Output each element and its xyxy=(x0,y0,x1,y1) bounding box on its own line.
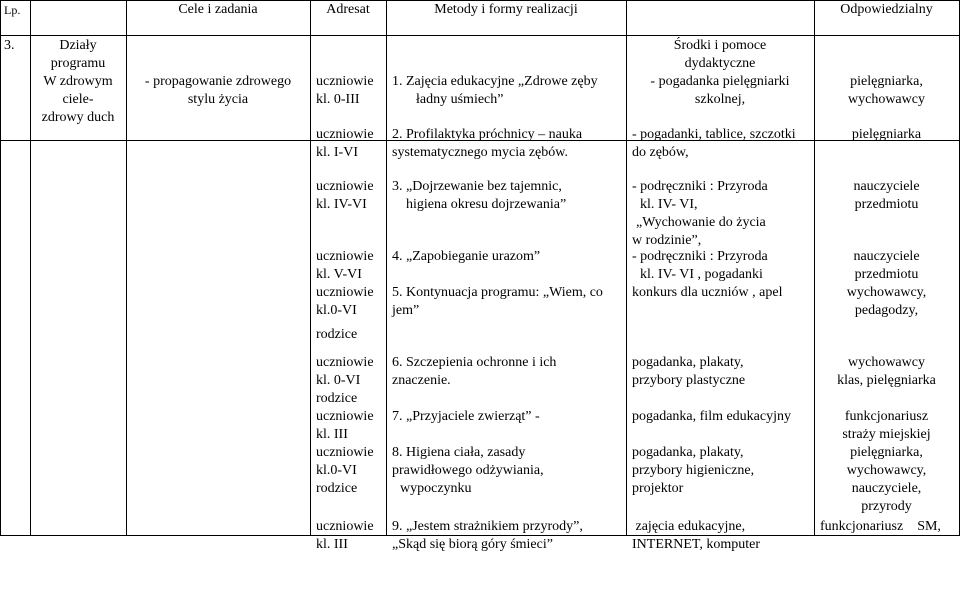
row-3-srodki: - podręczniki : Przyroda kl. IV- VI, „Wychowanie do życia w rodzinie”, xyxy=(632,179,768,248)
row-2-srodki: - pogadanki, tablice, szczotki do zębów, xyxy=(632,127,796,160)
row-5-odpowiedzialny: wychowawcy, pedagodzy, xyxy=(846,285,927,318)
row-2-odpowiedzialny: pielęgniarka xyxy=(851,127,922,142)
row-2-metody: 2. Profilaktyka próchnicy – nauka systematycznego mycia zębów. xyxy=(392,127,583,160)
row-1-odpowiedzialny: pielęgniarka, wychowawcy xyxy=(848,74,925,107)
row-8-odpowiedzialny: pielęgniarka, wychowawcy, nauczyciele, przyrody xyxy=(846,445,927,514)
header-cele: Cele i zadania xyxy=(178,2,258,17)
row-9-adresat: uczniowie kl. III xyxy=(316,519,374,552)
row-4-srodki: - podręczniki : Przyroda kl. IV- VI , pogadanki xyxy=(632,249,768,282)
header-dzialy: Działy programu xyxy=(50,38,106,71)
row-9-odpowiedzialny: funkcjonariusz SM, xyxy=(820,519,941,534)
section-dzial: W zdrowym ciele- zdrowy duch xyxy=(41,74,115,125)
row-7-adresat: uczniowie kl. III xyxy=(316,409,374,442)
row-9-srodki: zajęcia edukacyjne, INTERNET, komputer xyxy=(632,519,761,552)
header-metody: Metody i formy realizacji xyxy=(434,2,578,17)
grid-line xyxy=(310,0,311,536)
grid-line xyxy=(386,0,387,536)
grid-line xyxy=(0,35,960,36)
header-srodki: Środki i pomoce dydaktyczne xyxy=(673,38,767,71)
row-6-odpowiedzialny: wychowawcy klas, pielęgniarka xyxy=(837,355,936,388)
row-1-adresat: uczniowie kl. 0-III xyxy=(316,74,374,107)
row-6-adresat: uczniowie kl. 0-VI rodzice xyxy=(316,355,374,406)
row-7-srodki: pogadanka, film edukacyjny xyxy=(632,409,792,424)
row-3-adresat: uczniowie kl. IV-VI xyxy=(316,179,374,212)
row-1-srodki: - pogadanka pielęgniarki szkolnej, xyxy=(650,74,790,107)
row-5-srodki: konkurs dla uczniów , apel xyxy=(632,285,783,300)
header-odpowiedzialny: Odpowiedzialny xyxy=(840,2,933,17)
grid-line xyxy=(0,0,1,536)
row-5-adresat: uczniowie kl.0-VI rodzice xyxy=(316,285,374,342)
row-1-metody: 1. Zajęcia edukacyjne „Zdrowe zęby ładny uśmiech” xyxy=(392,74,598,107)
row-9-metody: 9. „Jestem strażnikiem przyrody”, „Skąd się biorą góry śmieci” xyxy=(392,519,583,552)
header-adresat: Adresat xyxy=(326,2,370,17)
row-4-odpowiedzialny: nauczyciele przedmiotu xyxy=(853,249,920,282)
row-7-metody: 7. „Przyjaciele zwierząt” - xyxy=(392,409,540,424)
section-cel: - propagowanie zdrowego stylu życia xyxy=(144,74,292,107)
row-4-adresat: uczniowie kl. V-VI xyxy=(316,249,374,282)
header-lp: Lp. xyxy=(4,3,21,17)
row-2-adresat: uczniowie kl. I-VI xyxy=(316,127,374,160)
row-7-odpowiedzialny: funkcjonariusz straży miejskiej xyxy=(842,409,931,442)
row-6-metody: 6. Szczepienia ochronne i ich znaczenie. xyxy=(392,355,557,388)
row-3-metody: 3. „Dojrzewanie bez tajemnic, higiena okresu dojrzewania” xyxy=(392,179,567,212)
row-8-metody: 8. Higiena ciała, zasady prawidłowego odżywiania, wypoczynku xyxy=(392,445,544,496)
row-4-metody: 4. „Zapobieganie urazom” xyxy=(392,249,541,264)
section-lp: 3. xyxy=(4,38,15,53)
row-5-metody: 5. Kontynuacja programu: „Wiem, co jem” xyxy=(392,285,603,318)
row-3-odpowiedzialny: nauczyciele przedmiotu xyxy=(853,179,920,212)
row-8-adresat: uczniowie kl.0-VI rodzice xyxy=(316,445,374,496)
row-8-srodki: pogadanka, plakaty, przybory higieniczne, projektor xyxy=(632,445,755,496)
row-6-srodki: pogadanka, plakaty, przybory plastyczne xyxy=(632,355,746,388)
